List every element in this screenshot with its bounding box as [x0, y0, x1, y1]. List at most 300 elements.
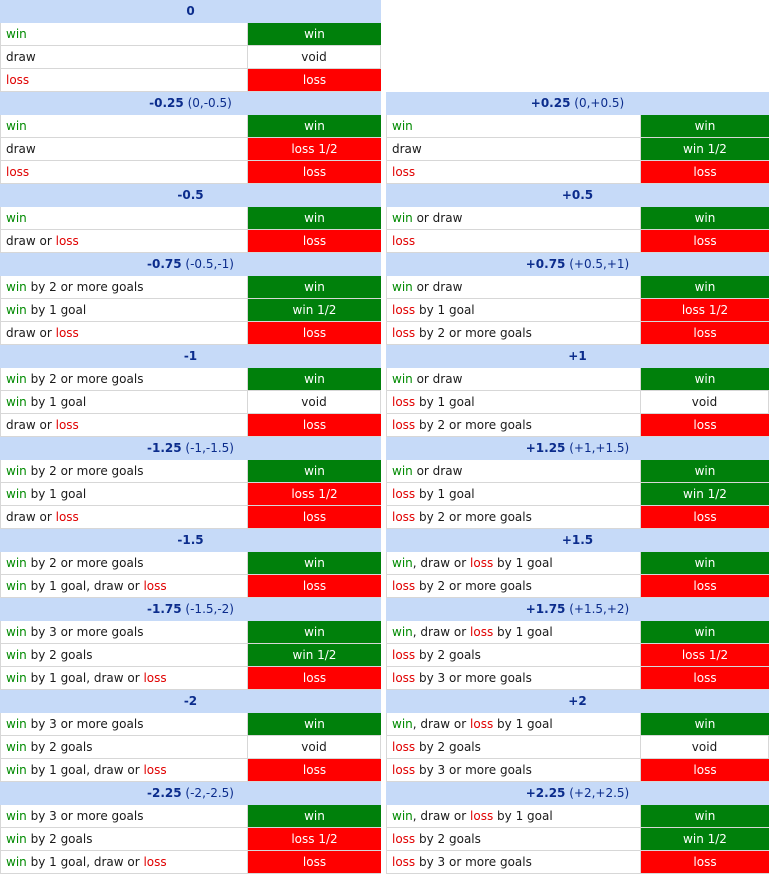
settlement-result: loss 1/2 [248, 483, 381, 505]
left-handicap-column [0, 0, 381, 874]
outcome-text: by 3 or more goals [415, 855, 532, 869]
outcome-text: by 2 goals [26, 648, 93, 662]
loss-word: loss [392, 165, 416, 179]
win-word: win [6, 372, 27, 386]
settlement-result: void [641, 391, 769, 413]
outcome-label [386, 483, 641, 505]
settlement-result: loss [248, 667, 381, 689]
outcome-label [0, 299, 248, 321]
handicap-header [386, 345, 769, 368]
win-word: win [6, 487, 27, 501]
outcome-text: by 3 or more goals [26, 809, 144, 823]
outcome-label [0, 483, 248, 505]
handicap-header [0, 0, 381, 23]
outcome-label [0, 552, 248, 574]
settlement-result: win [641, 460, 769, 482]
win-word: win [392, 119, 413, 133]
outcome-row [386, 506, 769, 529]
handicap-section [0, 782, 381, 874]
outcome-label [386, 414, 641, 436]
loss-word: loss [392, 579, 416, 593]
win-word: win [6, 809, 27, 823]
outcome-row [386, 483, 769, 506]
settlement-result: win [248, 207, 381, 229]
outcome-text: or draw [412, 464, 463, 478]
outcome-row [386, 115, 769, 138]
outcome-label [386, 805, 641, 827]
settlement-result: loss [248, 575, 381, 597]
outcome-text: by 2 or more goals [26, 464, 144, 478]
outcome-label [0, 414, 248, 436]
outcome-label [386, 759, 641, 781]
outcome-text: , draw or [412, 556, 471, 570]
win-word: win [6, 395, 27, 409]
settlement-result: win [248, 368, 381, 390]
handicap-split: (+1.5,+2) [569, 602, 630, 616]
settlement-result: void [248, 46, 381, 68]
settlement-result: win 1/2 [641, 828, 769, 850]
outcome-text: by 1 goal [26, 303, 87, 317]
loss-word: loss [392, 763, 416, 777]
outcome-label [386, 851, 641, 873]
loss-word: loss [470, 717, 494, 731]
win-word: win [6, 648, 27, 662]
loss-word: loss [143, 579, 167, 593]
outcome-label [0, 575, 248, 597]
outcome-row [0, 46, 381, 69]
outcome-label [386, 736, 641, 758]
outcome-text: by 1 goal [493, 625, 553, 639]
outcome-text: by 2 or more goals [415, 579, 532, 593]
handicap-section [386, 529, 769, 598]
loss-word: loss [392, 487, 416, 501]
outcome-text: by 3 or more goals [26, 625, 144, 639]
outcome-label [0, 667, 248, 689]
outcome-row [386, 207, 769, 230]
outcome-row [0, 713, 381, 736]
settlement-result: win 1/2 [641, 138, 769, 160]
outcome-text: by 1 goal [26, 487, 87, 501]
win-word: win [6, 280, 27, 294]
handicap-header [386, 529, 769, 552]
handicap-value: -0.75 [147, 257, 182, 271]
outcome-row [0, 851, 381, 874]
loss-word: loss [392, 234, 416, 248]
handicap-section [0, 184, 381, 253]
handicap-section [386, 345, 769, 437]
outcome-row [386, 299, 769, 322]
outcome-label [0, 759, 248, 781]
settlement-result: loss [641, 759, 769, 781]
handicap-header [0, 184, 381, 207]
handicap-value: -1.75 [147, 602, 182, 616]
outcome-row [0, 506, 381, 529]
outcome-text: draw or [6, 234, 56, 248]
win-word: win [392, 809, 413, 823]
settlement-result: win 1/2 [248, 644, 381, 666]
outcome-text: draw [392, 142, 422, 156]
outcome-row [0, 230, 381, 253]
settlement-result: loss [248, 69, 381, 91]
outcome-label [0, 161, 248, 183]
outcome-text: by 1 goal [26, 395, 87, 409]
outcome-text: draw or [6, 510, 56, 524]
outcome-text: , draw or [412, 809, 471, 823]
handicap-value: +1 [568, 349, 587, 363]
handicap-split: (+0.5,+1) [569, 257, 630, 271]
win-word: win [6, 303, 27, 317]
handicap-header [0, 690, 381, 713]
handicap-split: (-1,-1.5) [185, 441, 234, 455]
outcome-row [0, 391, 381, 414]
settlement-result: loss [248, 759, 381, 781]
loss-word: loss [392, 648, 416, 662]
settlement-result: void [641, 736, 769, 758]
outcome-text: by 2 goals [26, 740, 93, 754]
outcome-row [386, 161, 769, 184]
handicap-section [0, 253, 381, 345]
settlement-result: loss [248, 161, 381, 183]
handicap-header [0, 345, 381, 368]
outcome-label [0, 230, 248, 252]
settlement-result: win 1/2 [248, 299, 381, 321]
outcome-label [386, 230, 641, 252]
handicap-value: -1.25 [147, 441, 182, 455]
outcome-label [0, 391, 248, 413]
loss-word: loss [6, 165, 30, 179]
settlement-result: win [641, 552, 769, 574]
settlement-result: win [248, 552, 381, 574]
handicap-header [0, 437, 381, 460]
handicap-value: +1.75 [525, 602, 566, 616]
handicap-split: (-2,-2.5) [185, 786, 234, 800]
outcome-label [0, 115, 248, 137]
handicap-header [0, 782, 381, 805]
loss-word: loss [55, 326, 79, 340]
handicap-value: -0.5 [177, 188, 204, 202]
handicap-value: +2.25 [525, 786, 566, 800]
loss-word: loss [392, 326, 416, 340]
outcome-label [0, 368, 248, 390]
handicap-split: (+1,+1.5) [569, 441, 630, 455]
outcome-text: or draw [412, 211, 463, 225]
win-word: win [6, 27, 27, 41]
outcome-label [0, 322, 248, 344]
win-word: win [392, 717, 413, 731]
outcome-text: by 1 goal, draw or [26, 671, 144, 685]
win-word: win [6, 579, 27, 593]
outcome-label [0, 644, 248, 666]
outcome-text: , draw or [412, 625, 471, 639]
outcome-row [386, 138, 769, 161]
win-word: win [392, 556, 413, 570]
settlement-result: loss [641, 230, 769, 252]
outcome-row [386, 736, 769, 759]
handicap-section [0, 598, 381, 690]
settlement-result: loss 1/2 [248, 828, 381, 850]
handicap-value: -1.5 [177, 533, 204, 547]
loss-word: loss [143, 855, 167, 869]
outcome-row [386, 713, 769, 736]
outcome-label [386, 276, 641, 298]
settlement-result: win [248, 23, 381, 45]
loss-word: loss [392, 395, 416, 409]
outcome-label [0, 621, 248, 643]
outcome-text: draw [6, 50, 36, 64]
handicap-header [386, 184, 769, 207]
outcome-text: draw or [6, 418, 56, 432]
settlement-result: loss 1/2 [641, 299, 769, 321]
outcome-row [386, 414, 769, 437]
outcome-row [386, 759, 769, 782]
outcome-row [0, 368, 381, 391]
outcome-label [0, 276, 248, 298]
outcome-row [0, 460, 381, 483]
outcome-label [0, 207, 248, 229]
outcome-row [0, 759, 381, 782]
outcome-text: by 1 goal, draw or [26, 763, 144, 777]
handicap-section [0, 0, 381, 92]
outcome-text: by 1 goal [415, 487, 475, 501]
outcome-row [386, 322, 769, 345]
outcome-row [386, 230, 769, 253]
win-word: win [6, 671, 27, 685]
win-word: win [6, 740, 27, 754]
outcome-row [0, 276, 381, 299]
outcome-row [0, 644, 381, 667]
settlement-result: void [248, 736, 381, 758]
outcome-row [0, 138, 381, 161]
handicap-header [386, 690, 769, 713]
outcome-text: by 1 goal, draw or [26, 579, 144, 593]
outcome-row [386, 621, 769, 644]
settlement-result: win [248, 621, 381, 643]
handicap-header [386, 92, 769, 115]
settlement-result: loss [248, 414, 381, 436]
handicap-header [386, 782, 769, 805]
loss-word: loss [392, 855, 416, 869]
outcome-row [386, 460, 769, 483]
settlement-result: void [248, 391, 381, 413]
outcome-text: by 2 goals [415, 740, 481, 754]
loss-word: loss [392, 671, 416, 685]
outcome-label [0, 138, 248, 160]
outcome-text: by 2 or more goals [415, 510, 532, 524]
outcome-row [0, 575, 381, 598]
outcome-row [386, 575, 769, 598]
settlement-result: win [248, 460, 381, 482]
settlement-result: loss [641, 322, 769, 344]
loss-word: loss [470, 625, 494, 639]
settlement-result: loss [248, 230, 381, 252]
win-word: win [6, 717, 27, 731]
outcome-label [386, 621, 641, 643]
outcome-label [386, 644, 641, 666]
outcome-label [0, 23, 248, 45]
win-word: win [6, 855, 27, 869]
outcome-text: by 3 or more goals [415, 763, 532, 777]
settlement-result: loss [641, 851, 769, 873]
outcome-text: by 2 or more goals [415, 418, 532, 432]
handicap-section [386, 253, 769, 345]
handicap-split: (-0.5,-1) [185, 257, 234, 271]
outcome-row [386, 391, 769, 414]
outcome-row [386, 828, 769, 851]
outcome-row [0, 69, 381, 92]
handicap-section [0, 690, 381, 782]
handicap-split: (0,+0.5) [574, 96, 625, 110]
outcome-label [386, 299, 641, 321]
outcome-label [0, 713, 248, 735]
win-word: win [6, 832, 27, 846]
handicap-header [0, 598, 381, 621]
outcome-text: by 2 or more goals [26, 280, 144, 294]
handicap-section [386, 92, 769, 184]
handicap-value: -1 [183, 349, 198, 363]
win-word: win [6, 211, 27, 225]
outcome-text: by 1 goal [415, 303, 475, 317]
outcome-label [386, 322, 641, 344]
outcome-row [0, 621, 381, 644]
loss-word: loss [392, 510, 416, 524]
outcome-label [386, 460, 641, 482]
settlement-result: loss 1/2 [248, 138, 381, 160]
outcome-label [0, 851, 248, 873]
outcome-label [386, 207, 641, 229]
outcome-text: , draw or [412, 717, 471, 731]
outcome-label [386, 828, 641, 850]
handicap-value: +2 [568, 694, 587, 708]
settlement-result: win [641, 115, 769, 137]
win-word: win [392, 625, 413, 639]
outcome-text: by 2 or more goals [26, 372, 144, 386]
outcome-text: by 2 or more goals [26, 556, 144, 570]
outcome-text: by 1 goal [493, 556, 553, 570]
handicap-section [0, 437, 381, 529]
handicap-header [0, 253, 381, 276]
outcome-text: by 2 goals [415, 648, 481, 662]
outcome-text: by 1 goal [493, 809, 553, 823]
outcome-row [386, 851, 769, 874]
settlement-result: loss [641, 575, 769, 597]
loss-word: loss [392, 740, 416, 754]
outcome-row [0, 161, 381, 184]
win-word: win [6, 464, 27, 478]
settlement-result: win [641, 207, 769, 229]
settlement-result: loss [641, 506, 769, 528]
loss-word: loss [55, 234, 79, 248]
loss-word: loss [143, 671, 167, 685]
outcome-row [0, 299, 381, 322]
handicap-value: 0 [186, 4, 195, 18]
outcome-text: draw [6, 142, 36, 156]
handicap-header [386, 598, 769, 621]
win-word: win [392, 280, 413, 294]
loss-word: loss [143, 763, 167, 777]
settlement-result: win [248, 805, 381, 827]
outcome-text: by 2 goals [26, 832, 93, 846]
handicap-split: (-1.5,-2) [185, 602, 234, 616]
outcome-text: by 3 or more goals [26, 717, 144, 731]
outcome-label [386, 506, 641, 528]
loss-word: loss [470, 809, 494, 823]
outcome-row [0, 828, 381, 851]
settlement-result: win [248, 713, 381, 735]
settlement-result: loss [248, 506, 381, 528]
win-word: win [6, 625, 27, 639]
win-word: win [6, 556, 27, 570]
outcome-label [386, 161, 641, 183]
outcome-row [0, 322, 381, 345]
outcome-label [0, 805, 248, 827]
settlement-result: win [641, 621, 769, 643]
outcome-row [0, 23, 381, 46]
outcome-text: by 1 goal, draw or [26, 855, 144, 869]
outcome-row [0, 805, 381, 828]
settlement-result: loss [641, 667, 769, 689]
outcome-row [0, 414, 381, 437]
loss-word: loss [392, 832, 416, 846]
settlement-result: win [641, 368, 769, 390]
settlement-result: loss [248, 851, 381, 873]
settlement-result: win 1/2 [641, 483, 769, 505]
handicap-value: +0.5 [561, 188, 594, 202]
settlement-result: loss [641, 414, 769, 436]
outcome-text: by 2 or more goals [415, 326, 532, 340]
loss-word: loss [55, 418, 79, 432]
outcome-row [0, 552, 381, 575]
handicap-section [386, 782, 769, 874]
handicap-value: -2 [183, 694, 198, 708]
outcome-label [386, 391, 641, 413]
outcome-text: or draw [412, 372, 463, 386]
outcome-row [0, 667, 381, 690]
handicap-value: +1.25 [525, 441, 566, 455]
outcome-label [0, 828, 248, 850]
handicap-section [386, 690, 769, 782]
settlement-result: win [248, 276, 381, 298]
loss-word: loss [392, 418, 416, 432]
settlement-result: loss [641, 161, 769, 183]
outcome-row [386, 552, 769, 575]
settlement-result: loss 1/2 [641, 644, 769, 666]
outcome-label [0, 506, 248, 528]
outcome-label [386, 138, 641, 160]
outcome-text: or draw [412, 280, 463, 294]
handicap-split: (0,-0.5) [187, 96, 232, 110]
outcome-row [386, 644, 769, 667]
win-word: win [392, 464, 413, 478]
outcome-label [386, 667, 641, 689]
handicap-header [386, 253, 769, 276]
outcome-text: by 1 goal [415, 395, 475, 409]
win-word: win [392, 372, 413, 386]
settlement-result: loss [248, 322, 381, 344]
handicap-header [0, 92, 381, 115]
loss-word: loss [470, 556, 494, 570]
settlement-result: win [641, 713, 769, 735]
win-word: win [6, 119, 27, 133]
outcome-row [386, 276, 769, 299]
loss-word: loss [6, 73, 30, 87]
outcome-row [0, 207, 381, 230]
outcome-row [0, 115, 381, 138]
handicap-section [0, 92, 381, 184]
handicap-section [386, 598, 769, 690]
outcome-text: by 2 goals [415, 832, 481, 846]
outcome-label [386, 575, 641, 597]
outcome-label [386, 115, 641, 137]
